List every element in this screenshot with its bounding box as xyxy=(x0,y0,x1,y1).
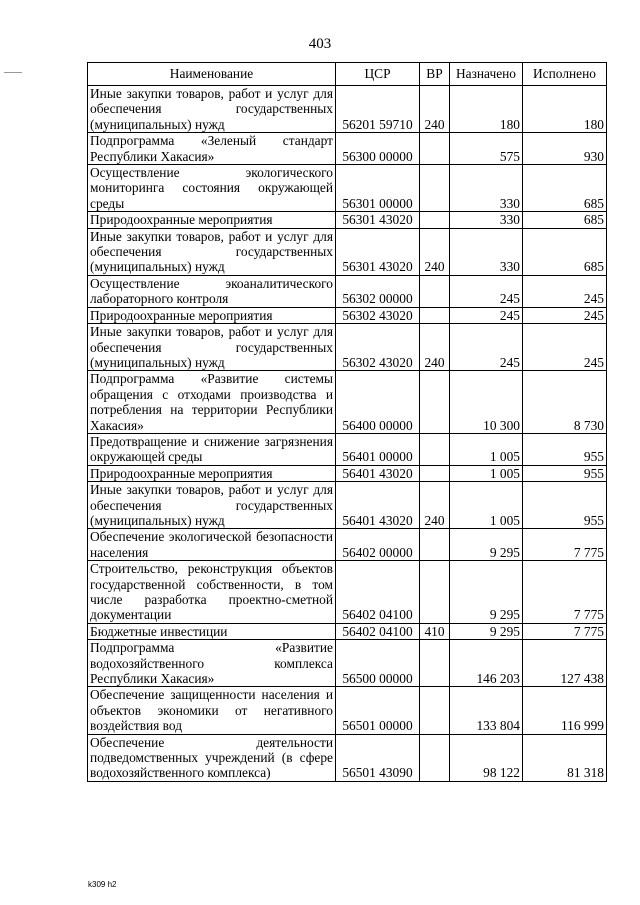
row-planned: 1 005 xyxy=(450,482,523,529)
row-planned: 146 203 xyxy=(450,640,523,687)
table-row xyxy=(88,371,607,434)
row-csr: 56402 00000 xyxy=(336,529,420,561)
table-row xyxy=(88,212,607,228)
row-csr: 56500 00000 xyxy=(336,640,420,687)
table-row xyxy=(88,640,607,687)
header-planned: Назначено xyxy=(450,63,523,86)
row-executed: 7 775 xyxy=(523,561,607,624)
table-row xyxy=(88,433,607,465)
row-vr: 240 xyxy=(420,86,450,133)
row-planned: 9 295 xyxy=(450,561,523,624)
row-name: Подпрограмма «Развитие системы обращения с отходами производства и потребления на территории Республики Хакасия» xyxy=(88,371,336,434)
row-planned: 330 xyxy=(450,165,523,212)
table-row xyxy=(88,228,607,275)
row-vr xyxy=(420,433,450,465)
row-name: Предотвращение и снижение загрязнения окружающей среды xyxy=(88,433,336,465)
row-name: Подпрограмма «Развитие водохозяйственного комплекса Республики Хакасия» xyxy=(88,640,336,687)
row-executed: 81 318 xyxy=(523,734,607,781)
row-executed: 245 xyxy=(523,307,607,323)
row-planned: 330 xyxy=(450,212,523,228)
row-name: Осуществление экоаналитического лабораторного контроля xyxy=(88,275,336,307)
row-csr: 56402 04100 xyxy=(336,623,420,639)
row-vr xyxy=(420,561,450,624)
row-name: Иные закупки товаров, работ и услуг для обеспечения государственных (муниципальных) нужд xyxy=(88,228,336,275)
row-executed: 180 xyxy=(523,86,607,133)
row-planned: 245 xyxy=(450,275,523,307)
row-planned: 180 xyxy=(450,86,523,133)
row-planned: 9 295 xyxy=(450,529,523,561)
row-csr: 56302 43020 xyxy=(336,324,420,371)
table-row xyxy=(88,307,607,323)
row-planned: 98 122 xyxy=(450,734,523,781)
row-csr: 56301 43020 xyxy=(336,212,420,228)
row-name: Иные закупки товаров, работ и услуг для обеспечения государственных (муниципальных) нужд xyxy=(88,324,336,371)
table-row xyxy=(88,133,607,165)
budget-table xyxy=(87,62,607,782)
row-vr xyxy=(420,734,450,781)
margin-dash xyxy=(4,72,22,73)
row-csr: 56402 04100 xyxy=(336,561,420,624)
row-vr xyxy=(420,165,450,212)
row-executed: 685 xyxy=(523,212,607,228)
row-planned: 575 xyxy=(450,133,523,165)
row-planned: 330 xyxy=(450,228,523,275)
row-csr: 56302 43020 xyxy=(336,307,420,323)
row-vr xyxy=(420,212,450,228)
table-row xyxy=(88,687,607,734)
row-csr: 56501 00000 xyxy=(336,687,420,734)
table-row xyxy=(88,482,607,529)
row-planned: 133 804 xyxy=(450,687,523,734)
footer-code: k309 h2 xyxy=(88,880,117,889)
row-name: Подпрограмма «Зеленый стандарт Республики Хакасия» xyxy=(88,133,336,165)
row-planned: 245 xyxy=(450,324,523,371)
row-csr: 56301 00000 xyxy=(336,165,420,212)
row-executed: 955 xyxy=(523,482,607,529)
row-vr xyxy=(420,275,450,307)
row-vr xyxy=(420,307,450,323)
row-name: Природоохранные мероприятия xyxy=(88,307,336,323)
row-csr: 56301 43020 xyxy=(336,228,420,275)
row-executed: 955 xyxy=(523,433,607,465)
row-executed: 955 xyxy=(523,465,607,481)
row-csr: 56300 00000 xyxy=(336,133,420,165)
row-name: Осуществление экологического мониторинга состояния окружающей среды xyxy=(88,165,336,212)
row-vr: 240 xyxy=(420,482,450,529)
row-csr: 56401 00000 xyxy=(336,433,420,465)
row-name: Природоохранные мероприятия xyxy=(88,465,336,481)
row-name: Строительство, реконструкция объектов государственной собственности, в том числе разработка проектно-сметной документации xyxy=(88,561,336,624)
row-name: Иные закупки товаров, работ и услуг для обеспечения государственных (муниципальных) нужд xyxy=(88,86,336,133)
table-row xyxy=(88,623,607,639)
header-name: Наименование xyxy=(88,63,336,86)
table-row xyxy=(88,561,607,624)
row-vr: 240 xyxy=(420,228,450,275)
row-name: Обеспечение защищенности населения и объектов экономики от негативного воздействия вод xyxy=(88,687,336,734)
row-name: Обеспечение деятельности подведомственных учреждений (в сфере водохозяйственного комплекса) xyxy=(88,734,336,781)
table-row xyxy=(88,465,607,481)
row-planned: 1 005 xyxy=(450,465,523,481)
row-vr xyxy=(420,687,450,734)
row-name: Обеспечение экологической безопасности населения xyxy=(88,529,336,561)
row-csr: 56401 43020 xyxy=(336,465,420,481)
row-planned: 10 300 xyxy=(450,371,523,434)
table-row xyxy=(88,734,607,781)
row-vr xyxy=(420,529,450,561)
header-vr: ВР xyxy=(420,63,450,86)
row-vr xyxy=(420,465,450,481)
row-executed: 7 775 xyxy=(523,623,607,639)
table-row xyxy=(88,529,607,561)
row-vr: 410 xyxy=(420,623,450,639)
row-csr: 56501 43090 xyxy=(336,734,420,781)
header-executed: Исполнено xyxy=(523,63,607,86)
row-csr: 56201 59710 xyxy=(336,86,420,133)
row-planned: 245 xyxy=(450,307,523,323)
table-row xyxy=(88,324,607,371)
row-executed: 245 xyxy=(523,324,607,371)
table-row xyxy=(88,275,607,307)
row-csr: 56400 00000 xyxy=(336,371,420,434)
row-executed: 245 xyxy=(523,275,607,307)
page-number: 403 xyxy=(308,36,332,52)
row-executed: 127 438 xyxy=(523,640,607,687)
row-executed: 685 xyxy=(523,228,607,275)
row-csr: 56302 00000 xyxy=(336,275,420,307)
table-header-row xyxy=(88,63,607,86)
row-name: Природоохранные мероприятия xyxy=(88,212,336,228)
row-executed: 8 730 xyxy=(523,371,607,434)
row-vr: 240 xyxy=(420,324,450,371)
row-planned: 1 005 xyxy=(450,433,523,465)
row-csr: 56401 43020 xyxy=(336,482,420,529)
row-executed: 930 xyxy=(523,133,607,165)
row-vr xyxy=(420,640,450,687)
row-name: Иные закупки товаров, работ и услуг для обеспечения государственных (муниципальных) нужд xyxy=(88,482,336,529)
row-executed: 116 999 xyxy=(523,687,607,734)
table-row xyxy=(88,86,607,133)
header-csr: ЦСР xyxy=(336,63,420,86)
table-row xyxy=(88,165,607,212)
row-executed: 685 xyxy=(523,165,607,212)
row-executed: 7 775 xyxy=(523,529,607,561)
row-planned: 9 295 xyxy=(450,623,523,639)
row-vr xyxy=(420,133,450,165)
row-vr xyxy=(420,371,450,434)
row-name: Бюджетные инвестиции xyxy=(88,623,336,639)
